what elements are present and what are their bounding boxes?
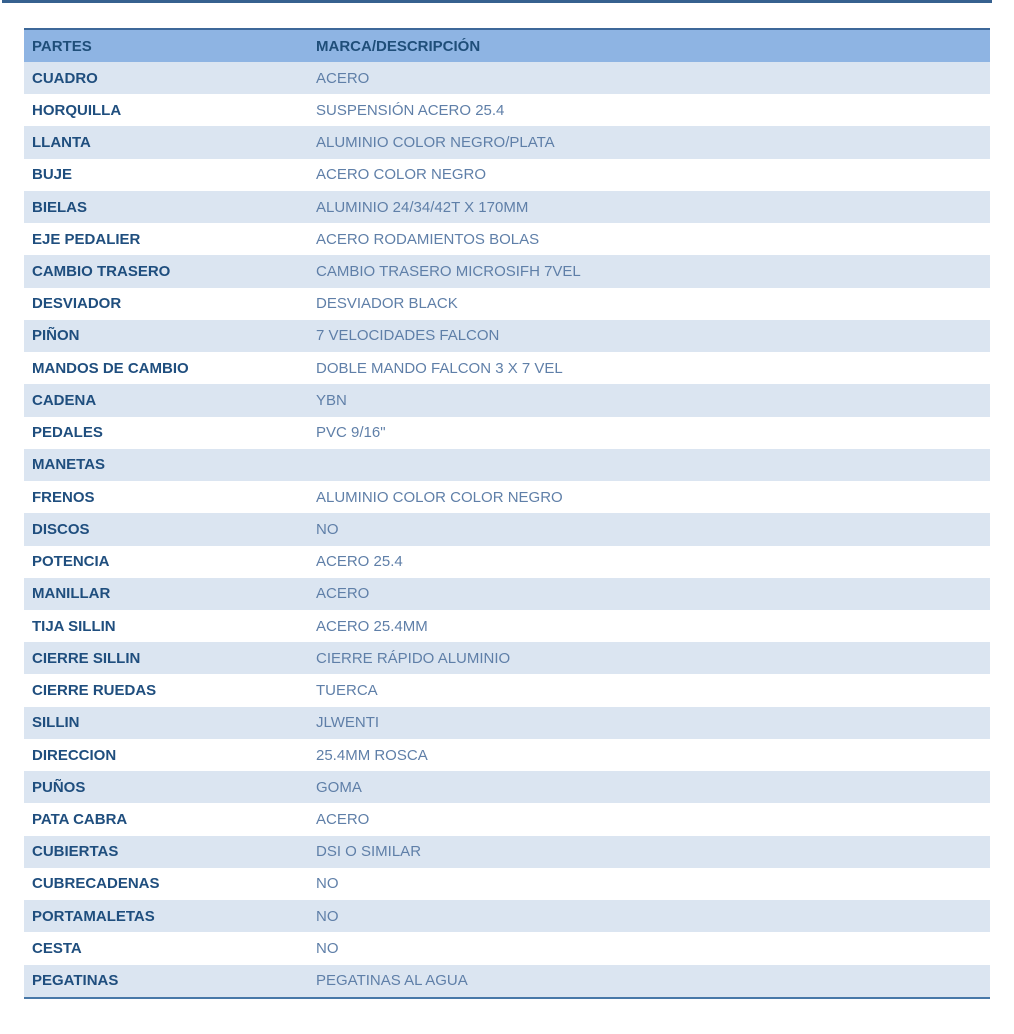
descripcion-cell: NO [316, 520, 339, 538]
table-row [24, 546, 990, 578]
descripcion-cell: JLWENTI [316, 714, 380, 732]
descripcion-cell: ALUMINIO COLOR NEGRO/PLATA [316, 134, 555, 152]
table-row [24, 62, 990, 94]
parte-cell: TIJA SILLIN [32, 617, 116, 635]
descripcion-cell: NO [316, 875, 339, 893]
table-row [24, 255, 990, 287]
parte-cell: CIERRE RUEDAS [32, 682, 157, 700]
descripcion-cell: YBN [316, 391, 347, 409]
table-row [24, 642, 990, 674]
table-row [24, 707, 990, 739]
table-row [24, 481, 990, 513]
table-row [24, 578, 990, 610]
table-row [24, 449, 990, 481]
parte-cell: CESTA [32, 939, 82, 957]
parte-cell: CUBIERTAS [32, 843, 119, 861]
table-row [24, 868, 990, 900]
parte-cell: CADENA [32, 391, 97, 409]
parte-cell: SILLIN [32, 714, 80, 732]
parte-cell: PIÑON [32, 327, 80, 345]
descripcion-cell: ACERO [316, 811, 370, 828]
table-row [24, 836, 990, 868]
descripcion-cell: 7 VELOCIDADES FALCON [316, 327, 500, 345]
descripcion-cell: DOBLE MANDO FALCON 3 X 7 VEL [316, 359, 563, 377]
descripcion-cell: ACERO COLOR NEGRO [316, 166, 487, 184]
descripcion-cell: DESVIADOR BLACK [316, 295, 458, 313]
descripcion-cell: ACERO RODAMIENTOS BOLAS [316, 230, 540, 248]
table-header-row [24, 30, 990, 62]
parts-spec-table [24, 28, 990, 999]
parte-cell: BUJE [32, 166, 73, 184]
table-row [24, 610, 990, 642]
parte-cell: CAMBIO TRASERO [32, 263, 171, 281]
parte-cell: PUÑOS [32, 778, 86, 796]
descripcion-cell: SUSPENSIÓN ACERO 25.4 [316, 101, 505, 119]
parte-cell: PORTAMALETAS [32, 907, 155, 925]
table-row [24, 803, 990, 835]
descripcion-cell: CIERRE RÁPIDO ALUMINIO [316, 649, 511, 667]
parte-cell: BIELAS [32, 198, 88, 216]
header-cell-marca-descripcion: MARCA/DESCRIPCIÓN [316, 37, 481, 55]
descripcion-cell: PEGATINAS AL AGUA [316, 972, 468, 990]
table-row [24, 223, 990, 255]
descripcion-cell: ACERO 25.4 [316, 553, 403, 571]
table-body [24, 62, 990, 997]
table-row [24, 94, 990, 126]
table-row [24, 513, 990, 545]
table-row [24, 288, 990, 320]
parte-cell: MANDOS DE CAMBIO [32, 359, 189, 377]
descripcion-cell: ACERO [316, 69, 370, 87]
parte-cell: PATA CABRA [32, 811, 128, 828]
parte-cell: POTENCIA [32, 553, 110, 571]
table-row [24, 191, 990, 223]
parte-cell: EJE PEDALIER [32, 230, 141, 248]
descripcion-cell: ACERO [316, 585, 370, 603]
descripcion-cell: 25.4MM ROSCA [316, 746, 428, 764]
descripcion-cell: GOMA [316, 778, 362, 796]
parte-cell: DESVIADOR [32, 295, 122, 313]
table-row [24, 384, 990, 416]
parte-cell: PEDALES [32, 424, 103, 442]
parte-cell: CIERRE SILLIN [32, 649, 141, 667]
table-row [24, 771, 990, 803]
header-cell-partes: PARTES [32, 37, 92, 55]
table-row [24, 965, 990, 997]
parte-cell: MANETAS [32, 456, 106, 474]
descripcion-cell: NO [316, 939, 339, 957]
descripcion-cell: ALUMINIO COLOR COLOR NEGRO [316, 488, 563, 506]
parte-cell: LLANTA [32, 134, 91, 152]
descripcion-cell: TUERCA [316, 682, 378, 700]
top-rule-divider [2, 0, 992, 3]
descripcion-cell: DSI O SIMILAR [316, 843, 422, 861]
table-row [24, 739, 990, 771]
table-row [24, 159, 990, 191]
table-row [24, 126, 990, 158]
parte-cell: FRENOS [32, 488, 95, 506]
table-row [24, 674, 990, 706]
descripcion-cell: NO [316, 907, 339, 925]
descripcion-cell: ACERO 25.4MM [316, 617, 428, 635]
descripcion-cell: PVC 9/16" [316, 424, 386, 442]
table-row [24, 352, 990, 384]
parte-cell: CUADRO [32, 69, 98, 87]
table-row [24, 900, 990, 932]
parte-cell: CUBRECADENAS [32, 875, 160, 893]
parte-cell: PEGATINAS [32, 972, 119, 990]
descripcion-cell: ALUMINIO 24/34/42T X 170MM [316, 198, 529, 216]
parte-cell: DIRECCION [32, 746, 117, 764]
descripcion-cell: CAMBIO TRASERO MICROSIFH 7VEL [316, 263, 581, 281]
parte-cell: DISCOS [32, 520, 90, 538]
table-row [24, 320, 990, 352]
table-row [24, 932, 990, 964]
parte-cell: HORQUILLA [32, 101, 122, 119]
parte-cell: MANILLAR [32, 585, 111, 603]
table-row [24, 417, 990, 449]
